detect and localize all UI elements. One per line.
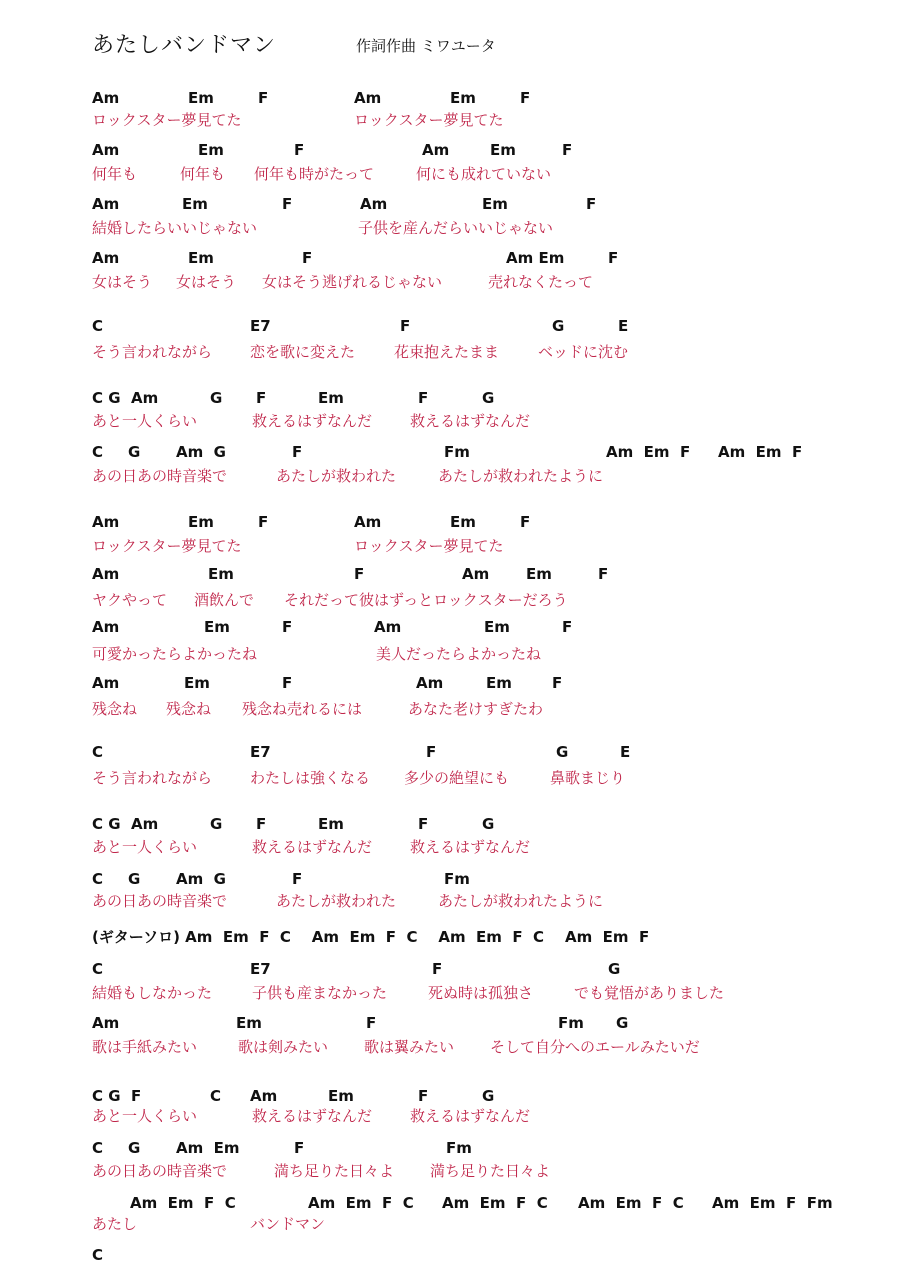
chord: Am: [92, 249, 120, 267]
lyric-phrase: あの日あの時音楽で: [92, 467, 228, 485]
chord: C: [92, 960, 104, 978]
chord: Em: [188, 513, 214, 531]
lyric-phrase: あと一人くらい: [92, 412, 198, 430]
lyric-phrase: 鼻歌まじり: [550, 769, 626, 787]
lyric-phrase: 残念ね: [166, 700, 212, 718]
chord: C: [92, 317, 104, 335]
chord: G: [616, 1014, 629, 1032]
chord: C: [92, 870, 104, 888]
lyric-phrase: そして自分へのエールみたいだ: [490, 1038, 700, 1056]
chord: Em: [208, 565, 234, 583]
chord: Am Em F: [606, 443, 691, 461]
lyric-phrase: 何年も: [180, 165, 226, 183]
lyric-phrase: 結婚したらいいじゃない: [92, 219, 258, 237]
chord: C G Am: [92, 389, 159, 407]
chord: Em: [188, 249, 214, 267]
lyric-phrase: 何年も時がたって: [254, 165, 375, 183]
chord: F: [294, 1139, 305, 1157]
chord: Em: [188, 89, 214, 107]
chord: Am: [92, 89, 120, 107]
chord: C: [92, 443, 104, 461]
lyric-phrase: ロックスター夢見てた: [92, 111, 242, 129]
chord: Am Em F C: [578, 1194, 684, 1212]
lyric-phrase: ロックスター夢見てた: [92, 537, 242, 555]
chord: Em: [450, 513, 476, 531]
chord: F: [292, 443, 303, 461]
lyric-phrase: 救えるはずなんだ: [252, 412, 373, 430]
lyric-phrase: 恋を歌に変えた: [250, 343, 356, 361]
lyric-phrase: あたし: [92, 1215, 138, 1233]
chord: F: [432, 960, 443, 978]
lyric-phrase: 酒飲んで: [194, 591, 255, 609]
chord: Em: [526, 565, 552, 583]
lyric-phrase: 花束抱えたまま: [394, 343, 500, 361]
chord: G: [482, 1087, 495, 1105]
chord: Am Em F: [718, 443, 803, 461]
chord: F: [282, 674, 293, 692]
chord: F: [552, 674, 563, 692]
lyric-phrase: でも覚悟がありました: [574, 984, 725, 1002]
chord: F: [598, 565, 609, 583]
lyric-phrase: 歌は手紙みたい: [92, 1038, 198, 1056]
chord: G: [552, 317, 565, 335]
chord: Em: [182, 195, 208, 213]
chord: F: [520, 89, 531, 107]
chord: F: [562, 141, 573, 159]
chord: Em: [204, 618, 230, 636]
lyric-phrase: 救えるはずなんだ: [410, 838, 531, 856]
chord: C: [92, 743, 104, 761]
chord: G: [608, 960, 621, 978]
chord: F: [586, 195, 597, 213]
chord: F: [366, 1014, 377, 1032]
lyric-phrase: 満ち足りた日々よ: [430, 1162, 551, 1180]
chord: F: [418, 1087, 429, 1105]
chord: G: [210, 815, 223, 833]
chord: C G F: [92, 1087, 142, 1105]
lyric-phrase: あと一人くらい: [92, 1107, 198, 1125]
chord: Am: [374, 618, 402, 636]
lyric-phrase: そう言われながら: [92, 769, 213, 787]
lyric-phrase: あたしが救われたように: [438, 892, 604, 910]
chord: Em: [184, 674, 210, 692]
chord: Fm: [444, 443, 470, 461]
chord: Em: [318, 815, 344, 833]
chord: Em: [482, 195, 508, 213]
chord: F: [292, 870, 303, 888]
lyric-phrase: あなた老けすぎたわ: [408, 700, 544, 718]
lyric-phrase: ロックスター夢見てた: [354, 537, 504, 555]
chord: Am Em: [506, 249, 565, 267]
song-credit: 作詞作曲 ミワユータ: [356, 37, 496, 55]
chord: Am Em F C: [308, 1194, 414, 1212]
lyric-phrase: わたしは強くなる: [250, 769, 371, 787]
chord: F: [256, 815, 267, 833]
chord: F: [400, 317, 411, 335]
chord: E7: [250, 743, 271, 761]
lyric-phrase: 満ち足りた日々よ: [274, 1162, 395, 1180]
chord: F: [294, 141, 305, 159]
chord: Em: [328, 1087, 354, 1105]
lyric-phrase: そう言われながら: [92, 343, 213, 361]
chord: Am: [92, 513, 120, 531]
lyric-phrase: 何年も: [92, 165, 138, 183]
chord: Em: [486, 674, 512, 692]
chord: C G Am: [92, 815, 159, 833]
chord: G: [482, 389, 495, 407]
chord: Em: [236, 1014, 262, 1032]
chord: G: [210, 389, 223, 407]
chord: Am: [422, 141, 450, 159]
lyric-phrase: 売れなくたって: [488, 273, 594, 291]
chord: E7: [250, 960, 271, 978]
chord: Am: [462, 565, 490, 583]
chord: F: [608, 249, 619, 267]
lyric-phrase: 可愛かったらよかったね: [92, 645, 258, 663]
lyric-phrase: 多少の絶望にも: [404, 769, 510, 787]
final-chord: C: [92, 1246, 104, 1264]
chord: Am: [354, 89, 382, 107]
chord: G: [128, 870, 141, 888]
chord: G: [128, 1139, 141, 1157]
chord: F: [282, 618, 293, 636]
chord: Am: [92, 195, 120, 213]
lyric-phrase: 残念ね: [92, 700, 138, 718]
lyric-phrase: あの日あの時音楽で: [92, 1162, 228, 1180]
lyric-phrase: 子供を産んだらいいじゃない: [358, 219, 554, 237]
chord: G: [482, 815, 495, 833]
chord: Em: [450, 89, 476, 107]
lyric-phrase: 死ぬ時は孤独さ: [428, 984, 534, 1002]
lyric-phrase: 救えるはずなんだ: [410, 412, 531, 430]
lyric-phrase: それだって彼はずっとロックスターだろう: [284, 591, 568, 609]
chord: E: [618, 317, 629, 335]
chord: Fm: [558, 1014, 584, 1032]
chord: Am Em F Fm: [712, 1194, 833, 1212]
chord: Am: [250, 1087, 278, 1105]
chord: Am Em F C: [130, 1194, 236, 1212]
chord: F: [520, 513, 531, 531]
chord: F: [418, 389, 429, 407]
chord: Am Em: [176, 1139, 240, 1157]
chord: Am G: [176, 443, 226, 461]
chord: Am: [354, 513, 382, 531]
lyric-phrase: 女はそう: [92, 273, 153, 291]
lyric-phrase: 女はそう逃げれるじゃない: [262, 273, 443, 291]
lyric-phrase: 女はそう: [176, 273, 237, 291]
lyric-phrase: 美人だったらよかったね: [376, 645, 542, 663]
chord: Am G: [176, 870, 226, 888]
lyric-phrase: あの日あの時音楽で: [92, 892, 228, 910]
chord: F: [354, 565, 365, 583]
chord: Am: [92, 674, 120, 692]
chord: Fm: [446, 1139, 472, 1157]
lyric-phrase: ロックスター夢見てた: [354, 111, 504, 129]
chord: E: [620, 743, 631, 761]
lyric-phrase: 結婚もしなかった: [92, 984, 213, 1002]
chord: F: [418, 815, 429, 833]
chord: Em: [484, 618, 510, 636]
chord: Em: [318, 389, 344, 407]
chord: C: [92, 1139, 104, 1157]
chord: G: [128, 443, 141, 461]
chord: F: [426, 743, 437, 761]
chord: F: [302, 249, 313, 267]
lyric-phrase: 残念ね売れるには: [242, 700, 363, 718]
lyric-phrase: ヤクやって: [92, 591, 168, 609]
chord: F: [282, 195, 293, 213]
lyric-phrase: 救えるはずなんだ: [252, 1107, 373, 1125]
lyric-phrase: 救えるはずなんだ: [252, 838, 373, 856]
lyric-phrase: あたしが救われた: [276, 467, 397, 485]
lyric-phrase: 救えるはずなんだ: [410, 1107, 531, 1125]
chord: Am: [360, 195, 388, 213]
lyric-phrase: あたしが救われた: [276, 892, 397, 910]
lyric-phrase: 歌は剣みたい: [238, 1038, 329, 1056]
chord: F: [256, 389, 267, 407]
chord: Am: [92, 618, 120, 636]
chord: C: [210, 1087, 222, 1105]
chord: Fm: [444, 870, 470, 888]
chord: Am Em F C: [442, 1194, 548, 1212]
song-title: あたしバンドマン: [92, 33, 277, 58]
lyric-phrase: 子供も産まなかった: [252, 984, 388, 1002]
chord: F: [562, 618, 573, 636]
lyric-phrase: 何にも成れていない: [416, 165, 552, 183]
chord: Em: [198, 141, 224, 159]
lyric-phrase: あたしが救われたように: [438, 467, 604, 485]
chord: F: [258, 89, 269, 107]
lyric-phrase: あと一人くらい: [92, 838, 198, 856]
chord: F: [258, 513, 269, 531]
chord: Am: [92, 141, 120, 159]
chord: G: [556, 743, 569, 761]
chord: Am: [92, 565, 120, 583]
chord: Am: [92, 1014, 120, 1032]
guitar-solo-line: (ギターソロ) Am Em F C Am Em F C Am Em F C Am Em F: [92, 928, 650, 946]
lyric-phrase: 歌は翼みたい: [364, 1038, 455, 1056]
lyric-phrase: ベッドに沈む: [538, 343, 629, 361]
chord: Em: [490, 141, 516, 159]
chord: Am: [416, 674, 444, 692]
chord: E7: [250, 317, 271, 335]
lyric-phrase: バンドマン: [250, 1215, 326, 1233]
